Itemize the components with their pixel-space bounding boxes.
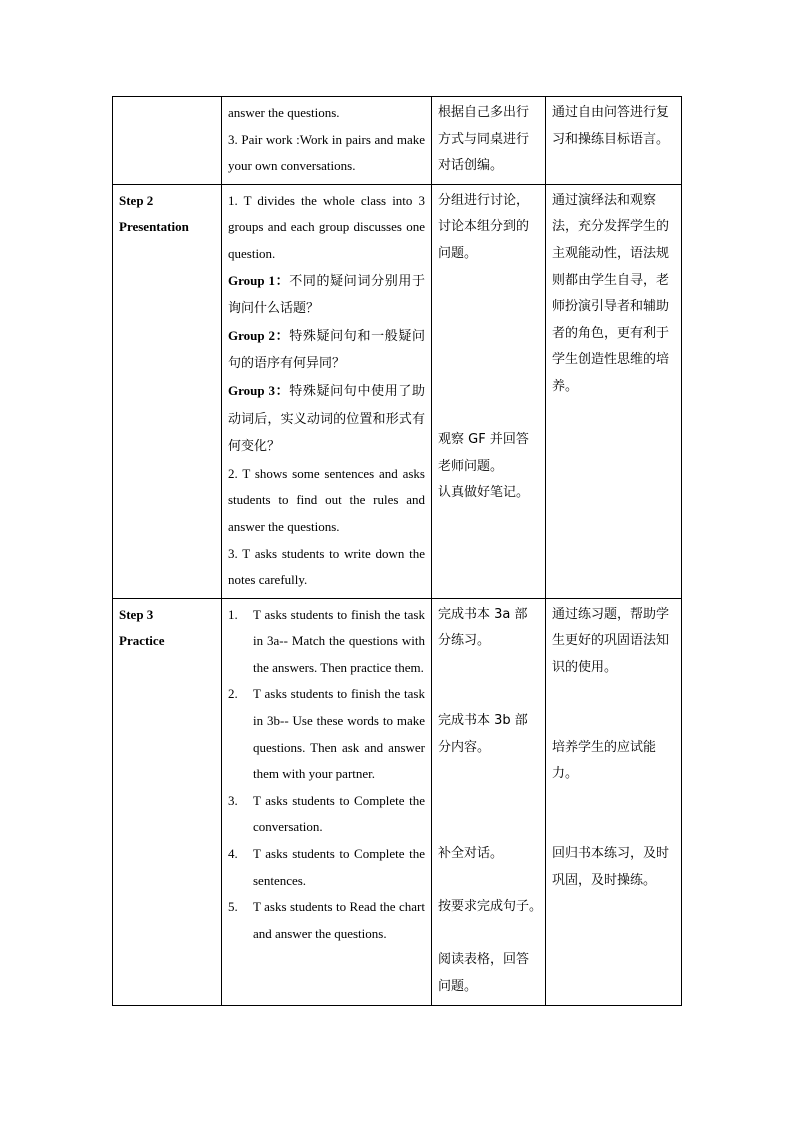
item-number: 2. — [228, 686, 238, 702]
student-activity-text: 按要求完成句子。 — [438, 899, 543, 915]
item-number: 3. — [228, 792, 238, 808]
student-activity-text: 完成书本 3b 部分内容。 — [438, 713, 528, 755]
table-row — [113, 598, 682, 1005]
purpose-cell — [546, 184, 682, 598]
spacer — [438, 921, 539, 948]
step-cell — [113, 184, 222, 598]
spacer — [438, 655, 539, 708]
group-question — [228, 268, 425, 323]
step-number: Step 2 — [119, 192, 154, 208]
lesson-plan-table — [112, 96, 682, 1006]
group-question — [228, 378, 425, 461]
list-item — [228, 788, 425, 841]
group-label: Group 2： — [228, 327, 290, 343]
item-text: T asks students to Complete the sentences. — [253, 846, 425, 888]
table-row — [113, 97, 682, 185]
activity-cell — [222, 184, 432, 598]
purpose-cell — [546, 97, 682, 185]
item-text: T asks students to finish the task in 3a-- Match the questions with the answers. Then practice them. — [253, 606, 425, 675]
item-text: T asks students to Read the chart and answer the questions. — [253, 899, 425, 941]
group-text: 特殊疑问句中使用了助动词后，实义动词的位置和形式有何变化？ — [228, 383, 425, 455]
student-activity-text: 认真做好笔记。 — [438, 485, 530, 501]
spacer — [438, 268, 539, 428]
group-question — [228, 323, 425, 378]
item-number: 4. — [228, 846, 238, 862]
table-row — [113, 184, 682, 598]
purpose-cell — [546, 598, 682, 1005]
activity-text: 1. T divides the whole class into 3 groups and each group discusses one question. — [228, 192, 425, 261]
purpose-text: 通过练习题，帮助学生更好的巩固语法知识的使用。 — [552, 606, 670, 675]
spacer — [438, 868, 539, 895]
spacer — [438, 761, 539, 841]
activity-text: 3. T asks students to write down the notes carefully. — [228, 545, 425, 588]
purpose-text: 回归书本练习，及时巩固，及时操练。 — [552, 846, 670, 888]
group-text: 特殊疑问句和一般疑问句的语序有何异同？ — [228, 328, 425, 372]
purpose-text: 培养学生的应试能力。 — [552, 739, 657, 782]
activity-text: 2. T shows some sentences and asks students to find out the rules and answer the questions. — [228, 465, 425, 534]
student-activity-text: 观察 GF 并回答老师问题。 — [438, 432, 529, 474]
student-activity-text: 根据自己多出行方式与同桌进行对话创编。 — [438, 105, 530, 174]
student-activity-cell — [432, 184, 546, 598]
step-cell — [113, 97, 222, 185]
purpose-text: 通过自由问答进行复习和操练目标语言。 — [552, 105, 670, 147]
item-text: T asks students to finish the task in 3b-- Use these words to make questions. Then ask and answer them with your partner. — [253, 686, 425, 782]
group-label: Group 1： — [228, 272, 290, 288]
item-number: 5. — [228, 899, 238, 915]
activity-cell — [222, 97, 432, 185]
step-title: Presentation — [119, 219, 189, 235]
item-number: 1. — [228, 606, 238, 622]
spacer — [552, 681, 675, 734]
list-item — [228, 602, 425, 682]
group-label: Group 3： — [228, 382, 290, 398]
spacer — [552, 788, 675, 841]
step-title: Practice — [119, 633, 165, 649]
activity-text: 3. Pair work :Work in pairs and make your own conversations. — [228, 131, 425, 174]
list-item — [228, 681, 425, 787]
activity-cell — [222, 598, 432, 1005]
list-item — [228, 894, 425, 947]
list-item — [228, 841, 425, 894]
student-activity-cell — [432, 97, 546, 185]
student-activity-text: 完成书本 3a 部分练习。 — [438, 606, 528, 649]
purpose-text: 通过演绎法和观察法，充分发挥学生的主观能动性，语法规则都由学生自寻，老师扮演引导者和辅助者的角色，更有利于学生创造性思维的培养。 — [552, 192, 670, 394]
student-activity-text: 阅读表格，回答问题。 — [438, 952, 530, 995]
student-activity-cell — [432, 598, 546, 1005]
group-text: 不同的疑问词分别用于询问什么话题？ — [228, 273, 425, 317]
student-activity-text: 分组进行讨论，讨论本组分到的问题。 — [438, 192, 530, 261]
step-number: Step 3 — [119, 606, 154, 622]
student-activity-text: 补全对话。 — [438, 846, 504, 862]
step-cell — [113, 598, 222, 1005]
activity-text: answer the questions. — [228, 105, 340, 120]
item-text: T asks students to Complete the conversation. — [253, 792, 425, 835]
